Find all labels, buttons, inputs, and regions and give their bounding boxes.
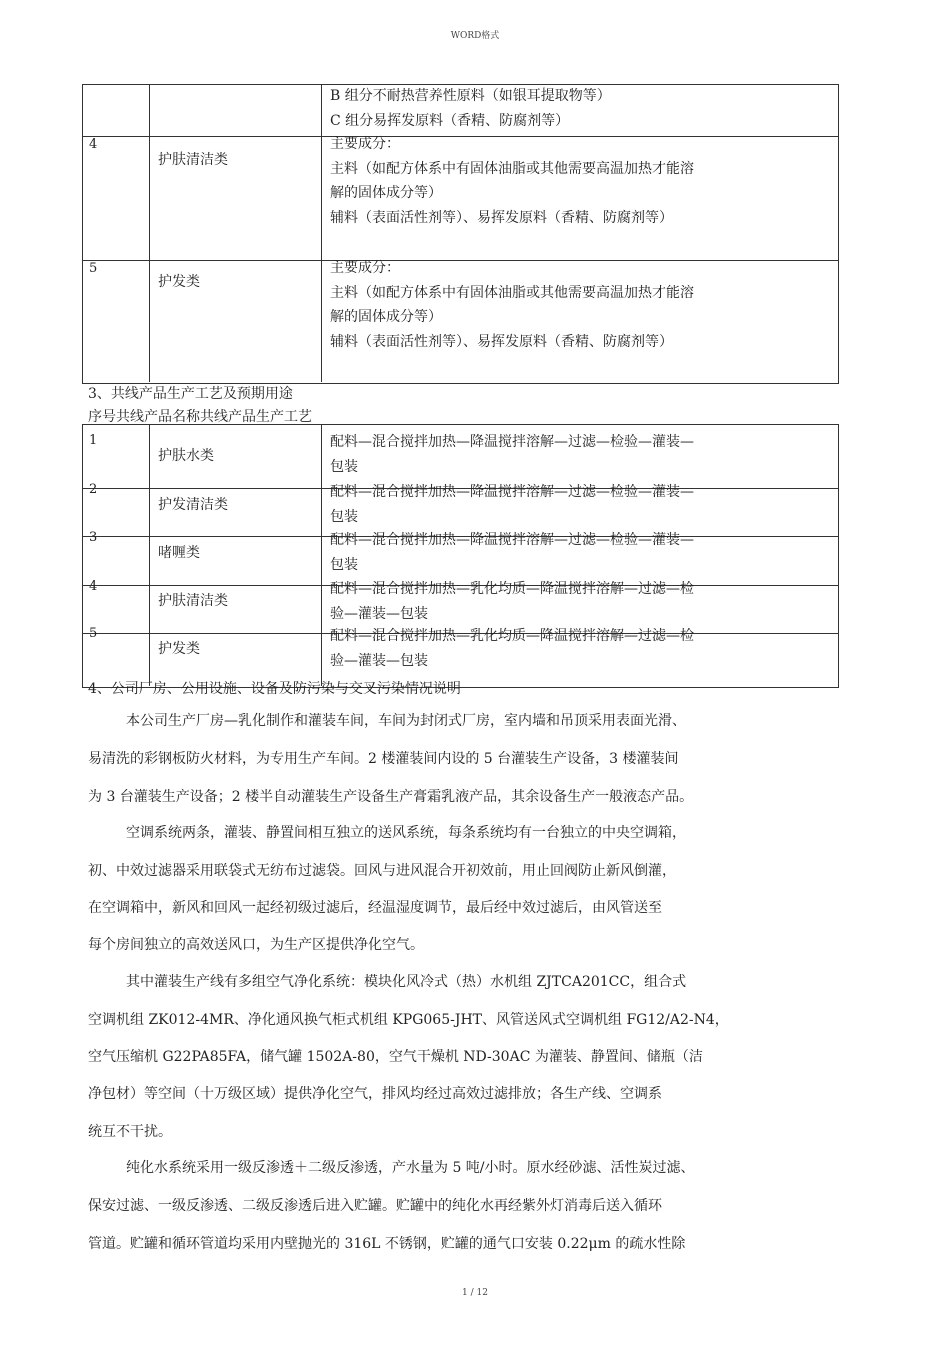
product-name: 护肤清洁类: [158, 593, 228, 609]
process-line: 验—灌装—包装: [330, 606, 428, 622]
process-line: 包装: [330, 459, 358, 475]
product-name: 护肤水类: [158, 448, 214, 464]
cell-line: 主要成分：: [330, 136, 400, 152]
paragraph-line: 空气压缩机 G22PA85FA，储气罐 1502A-80，空气干燥机 ND-30AC 为灌装、静置间、储瓶（洁: [88, 1049, 703, 1065]
cell-line: 主要成分：: [330, 260, 400, 276]
paragraph-line: 纯化水系统采用一级反渗透＋二级反渗透，产水量为 5 吨/小时。原水经砂滤、活性炭过滤、: [126, 1160, 695, 1176]
row-number: 3: [89, 530, 98, 545]
table-row: [83, 85, 838, 136]
paragraph-line: 易清洗的彩钢板防火材料，为专用生产车间。2 楼灌装间内设的 5 台灌装生产设备，3 楼灌装间: [88, 751, 679, 767]
product-name: 护发类: [158, 641, 200, 657]
section-3-heading: 3、共线产品生产工艺及预期用途: [88, 386, 293, 402]
paragraph-line: 管道。贮罐和循环管道均采用内壁抛光的 316L 不锈钢，贮罐的通气口安装 0.22μm 的疏水性除: [88, 1236, 686, 1252]
table-row: [83, 136, 838, 260]
table-column-headers: 序号共线产品名称共线产品生产工艺: [88, 409, 312, 425]
cell-line: 主料（如配方体系中有固体油脂或其他需要高温加热才能溶: [330, 285, 694, 301]
table-row: [83, 425, 838, 488]
process-line: 配料—混合搅拌加热—乳化均质—降温搅拌溶解—过滤—检: [330, 581, 694, 597]
paragraph-line: 其中灌装生产线有多组空气净化系统：模块化风冷式（热）水机组 ZJTCA201CC，组合式: [126, 974, 687, 990]
paragraph-line: 空调系统两条，灌装、静置间相互独立的送风系统，每条系统均有一台独立的中央空调箱，: [126, 825, 686, 841]
paragraph-line: 保安过滤、一级反渗透、二级反渗透后进入贮罐。贮罐中的纯化水再经紫外灯消毒后送入循环: [88, 1198, 662, 1214]
cell-line: 辅料（表面活性剂等）、易挥发原料（香精、防腐剂等）: [330, 210, 673, 226]
process-line: 验—灌装—包装: [330, 653, 428, 669]
paragraph-line: 初、中效过滤器采用联袋式无纺布过滤袋。回风与进风混合开初效前，用止回阀防止新风倒灌，: [88, 863, 676, 879]
row-number: 5: [89, 626, 98, 641]
paragraph-line: 净包材）等空间（十万级区域）提供净化空气，排风均经过高效过滤排放；各生产线、空调系: [88, 1086, 662, 1102]
row-number: 2: [89, 482, 98, 497]
ingredients-table: [82, 84, 839, 384]
cell-line: 辅料（表面活性剂等）、易挥发原料（香精、防腐剂等）: [330, 334, 673, 350]
paragraph-line: 本公司生产厂房—乳化制作和灌装车间，车间为封闭式厂房，室内墙和吊顶采用表面光滑、: [126, 713, 686, 729]
table-row: [83, 260, 838, 382]
process-table: [82, 424, 839, 688]
paragraph-line: 为 3 台灌装生产设备；2 楼半自动灌装生产设备生产膏霜乳液产品，其余设备生产一般液态产品。: [88, 789, 694, 805]
row-number: 1: [89, 433, 98, 448]
process-line: 配料—混合搅拌加热—降温搅拌溶解—过滤—检验—灌装—: [330, 434, 694, 450]
process-line: 包装: [330, 509, 358, 525]
page-header: WORD格式: [450, 31, 500, 41]
page-footer: 1 / 12: [462, 1288, 488, 1298]
process-line: 包装: [330, 557, 358, 573]
paragraph-line: 统互不干扰。: [88, 1124, 172, 1140]
row-number: 5: [89, 261, 98, 276]
process-line: 配料—混合搅拌加热—降温搅拌溶解—过滤—检验—灌装—: [330, 532, 694, 548]
row-number: 4: [89, 579, 98, 594]
paragraph-line: 每个房间独立的高效送风口，为生产区提供净化空气。: [88, 937, 424, 953]
process-line: 配料—混合搅拌加热—乳化均质—降温搅拌溶解—过滤—检: [330, 628, 694, 644]
paragraph-line: 空调机组 ZK012-4MR、净化通风换气柜式机组 KPG065-JHT、风管送风式空调机组 FG12/A2-N4，: [88, 1012, 729, 1028]
product-name: 护发清洁类: [158, 497, 228, 513]
cell-line: C 组分易挥发原料（香精、防腐剂等）: [330, 113, 570, 129]
product-name: 护肤清洁类: [158, 152, 228, 168]
cell-line: B 组分不耐热营养性原料（如银耳提取物等）: [330, 88, 611, 104]
paragraph-line: 在空调箱中，新风和回风一起经初级过滤后，经温湿度调节，最后经中效过滤后，由风管送至: [88, 900, 662, 916]
row-number: 4: [89, 137, 98, 152]
product-name: 啫喱类: [158, 545, 200, 561]
process-line: 配料—混合搅拌加热—降温搅拌溶解—过滤—检验—灌装—: [330, 484, 694, 500]
section-4-heading: 4、公司厂房、公用设施、设备及防污染与交叉污染情况说明: [88, 681, 461, 697]
product-name: 护发类: [158, 274, 200, 290]
cell-line: 解的固体成分等）: [330, 309, 442, 325]
cell-line: 主料（如配方体系中有固体油脂或其他需要高温加热才能溶: [330, 161, 694, 177]
cell-line: 解的固体成分等）: [330, 185, 442, 201]
